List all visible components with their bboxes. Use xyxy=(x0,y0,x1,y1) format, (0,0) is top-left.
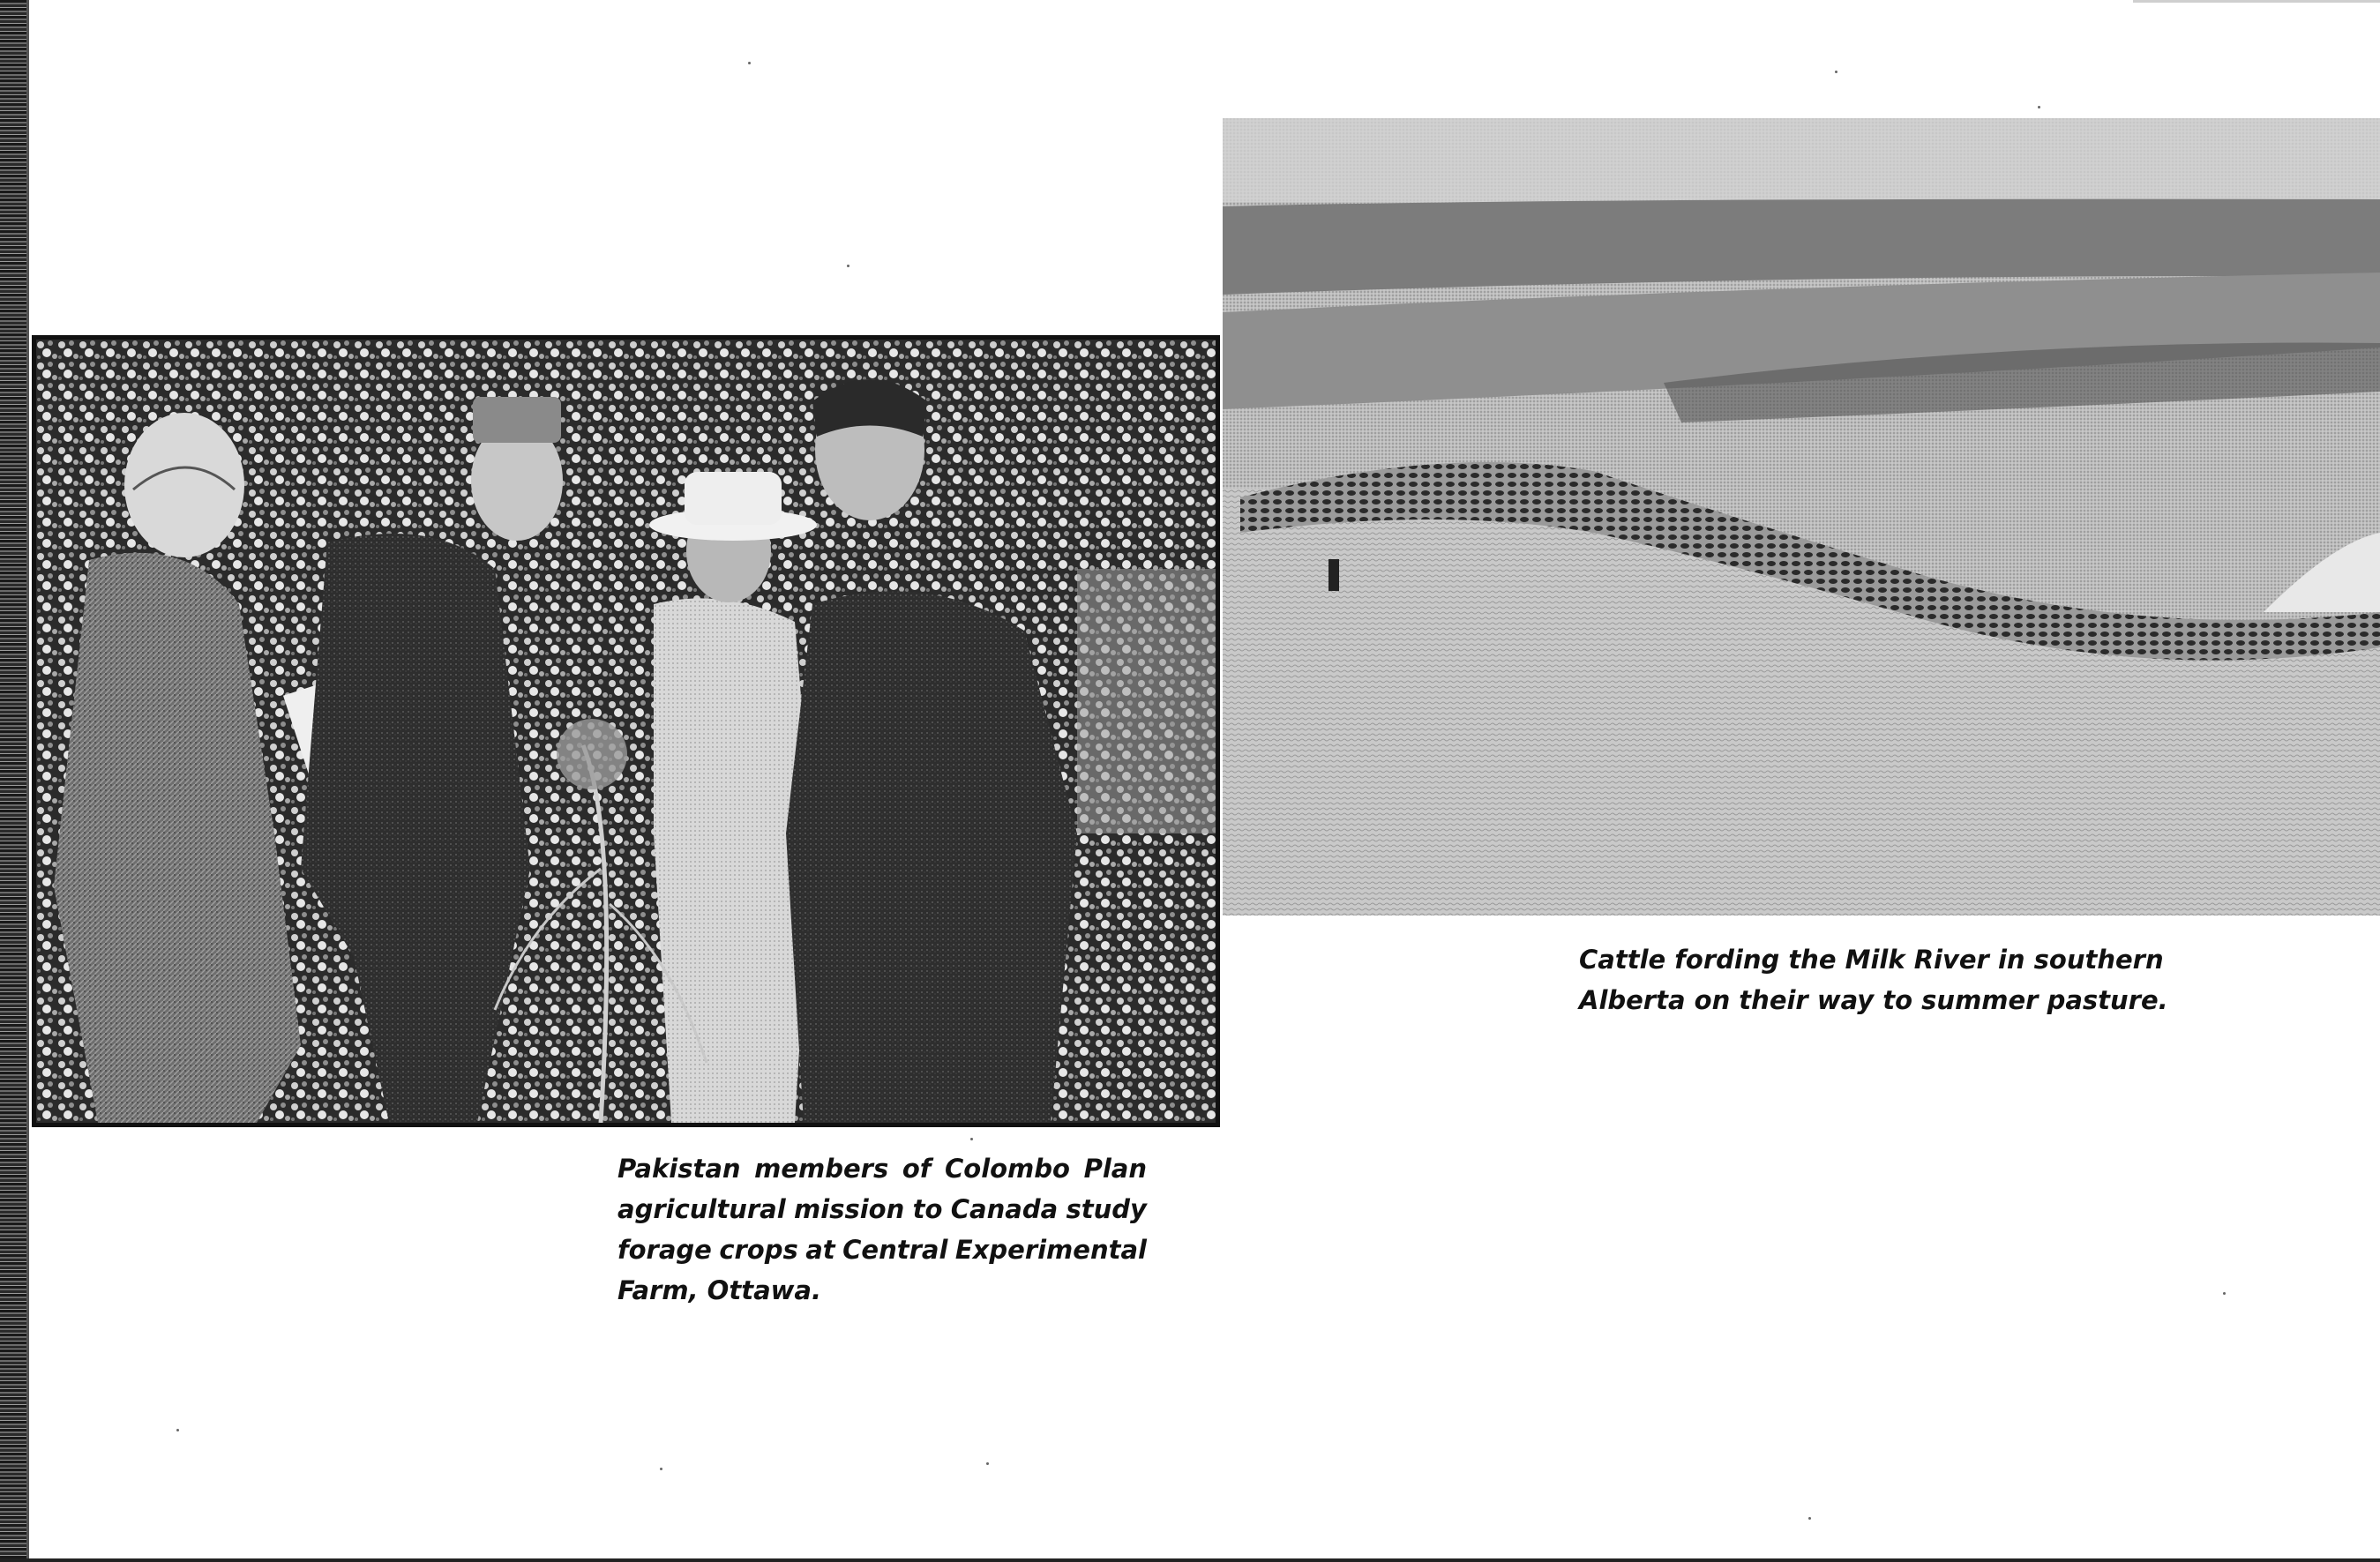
caption-cattle-line-2: Alberta on their way to summer pasture. xyxy=(1579,985,2168,1015)
scan-bottom-edge xyxy=(0,1558,2380,1562)
scan-corner-mark xyxy=(2133,0,2380,3)
caption-word: Experimental xyxy=(954,1235,1147,1265)
caption-word: of xyxy=(902,1154,932,1184)
caption-word: crops xyxy=(719,1235,798,1265)
photo-mission-forage-crops-image xyxy=(36,340,1216,1123)
caption-word: Pakistan xyxy=(617,1154,741,1184)
caption-word: mission xyxy=(794,1194,905,1224)
caption-word: Plan xyxy=(1083,1154,1147,1184)
caption-mission-line-3 xyxy=(617,1229,1147,1270)
scan-speck xyxy=(1808,1517,1811,1520)
scan-speck xyxy=(1835,71,1837,73)
caption-mission-photo xyxy=(617,1148,1147,1311)
caption-cattle-photo xyxy=(1579,939,2168,1020)
scan-binding-edge xyxy=(0,0,26,1562)
caption-word: agricultural xyxy=(617,1194,786,1224)
caption-word: Central xyxy=(842,1235,948,1265)
caption-word: to xyxy=(912,1194,943,1224)
scan-speck xyxy=(748,62,751,64)
caption-word: members xyxy=(754,1154,889,1184)
scan-speck xyxy=(847,265,849,267)
caption-mission-line-4 xyxy=(617,1270,1147,1311)
caption-word: Farm, Ottawa. xyxy=(617,1275,822,1305)
scan-speck xyxy=(986,1462,989,1465)
photo-cattle-milk-river xyxy=(1223,118,2380,916)
caption-mission-line-2 xyxy=(617,1189,1147,1229)
caption-cattle-line-1: Cattle fording the Milk River in southern xyxy=(1579,945,2164,975)
photo-mission-forage-crops xyxy=(32,335,1220,1127)
scan-speck xyxy=(2038,106,2040,108)
scan-speck xyxy=(660,1468,662,1470)
caption-word: Colombo xyxy=(944,1154,1070,1184)
scan-binding-shadow xyxy=(26,0,29,1562)
caption-word: at xyxy=(805,1235,835,1265)
caption-word: study xyxy=(1066,1194,1147,1224)
scan-speck xyxy=(970,1138,973,1140)
caption-mission-line-1 xyxy=(617,1148,1147,1189)
photo-cattle-milk-river-image xyxy=(1223,118,2380,916)
scan-speck xyxy=(176,1429,179,1431)
caption-word: Canada xyxy=(950,1194,1059,1224)
caption-word: forage xyxy=(617,1235,712,1265)
scan-speck xyxy=(2223,1292,2226,1295)
